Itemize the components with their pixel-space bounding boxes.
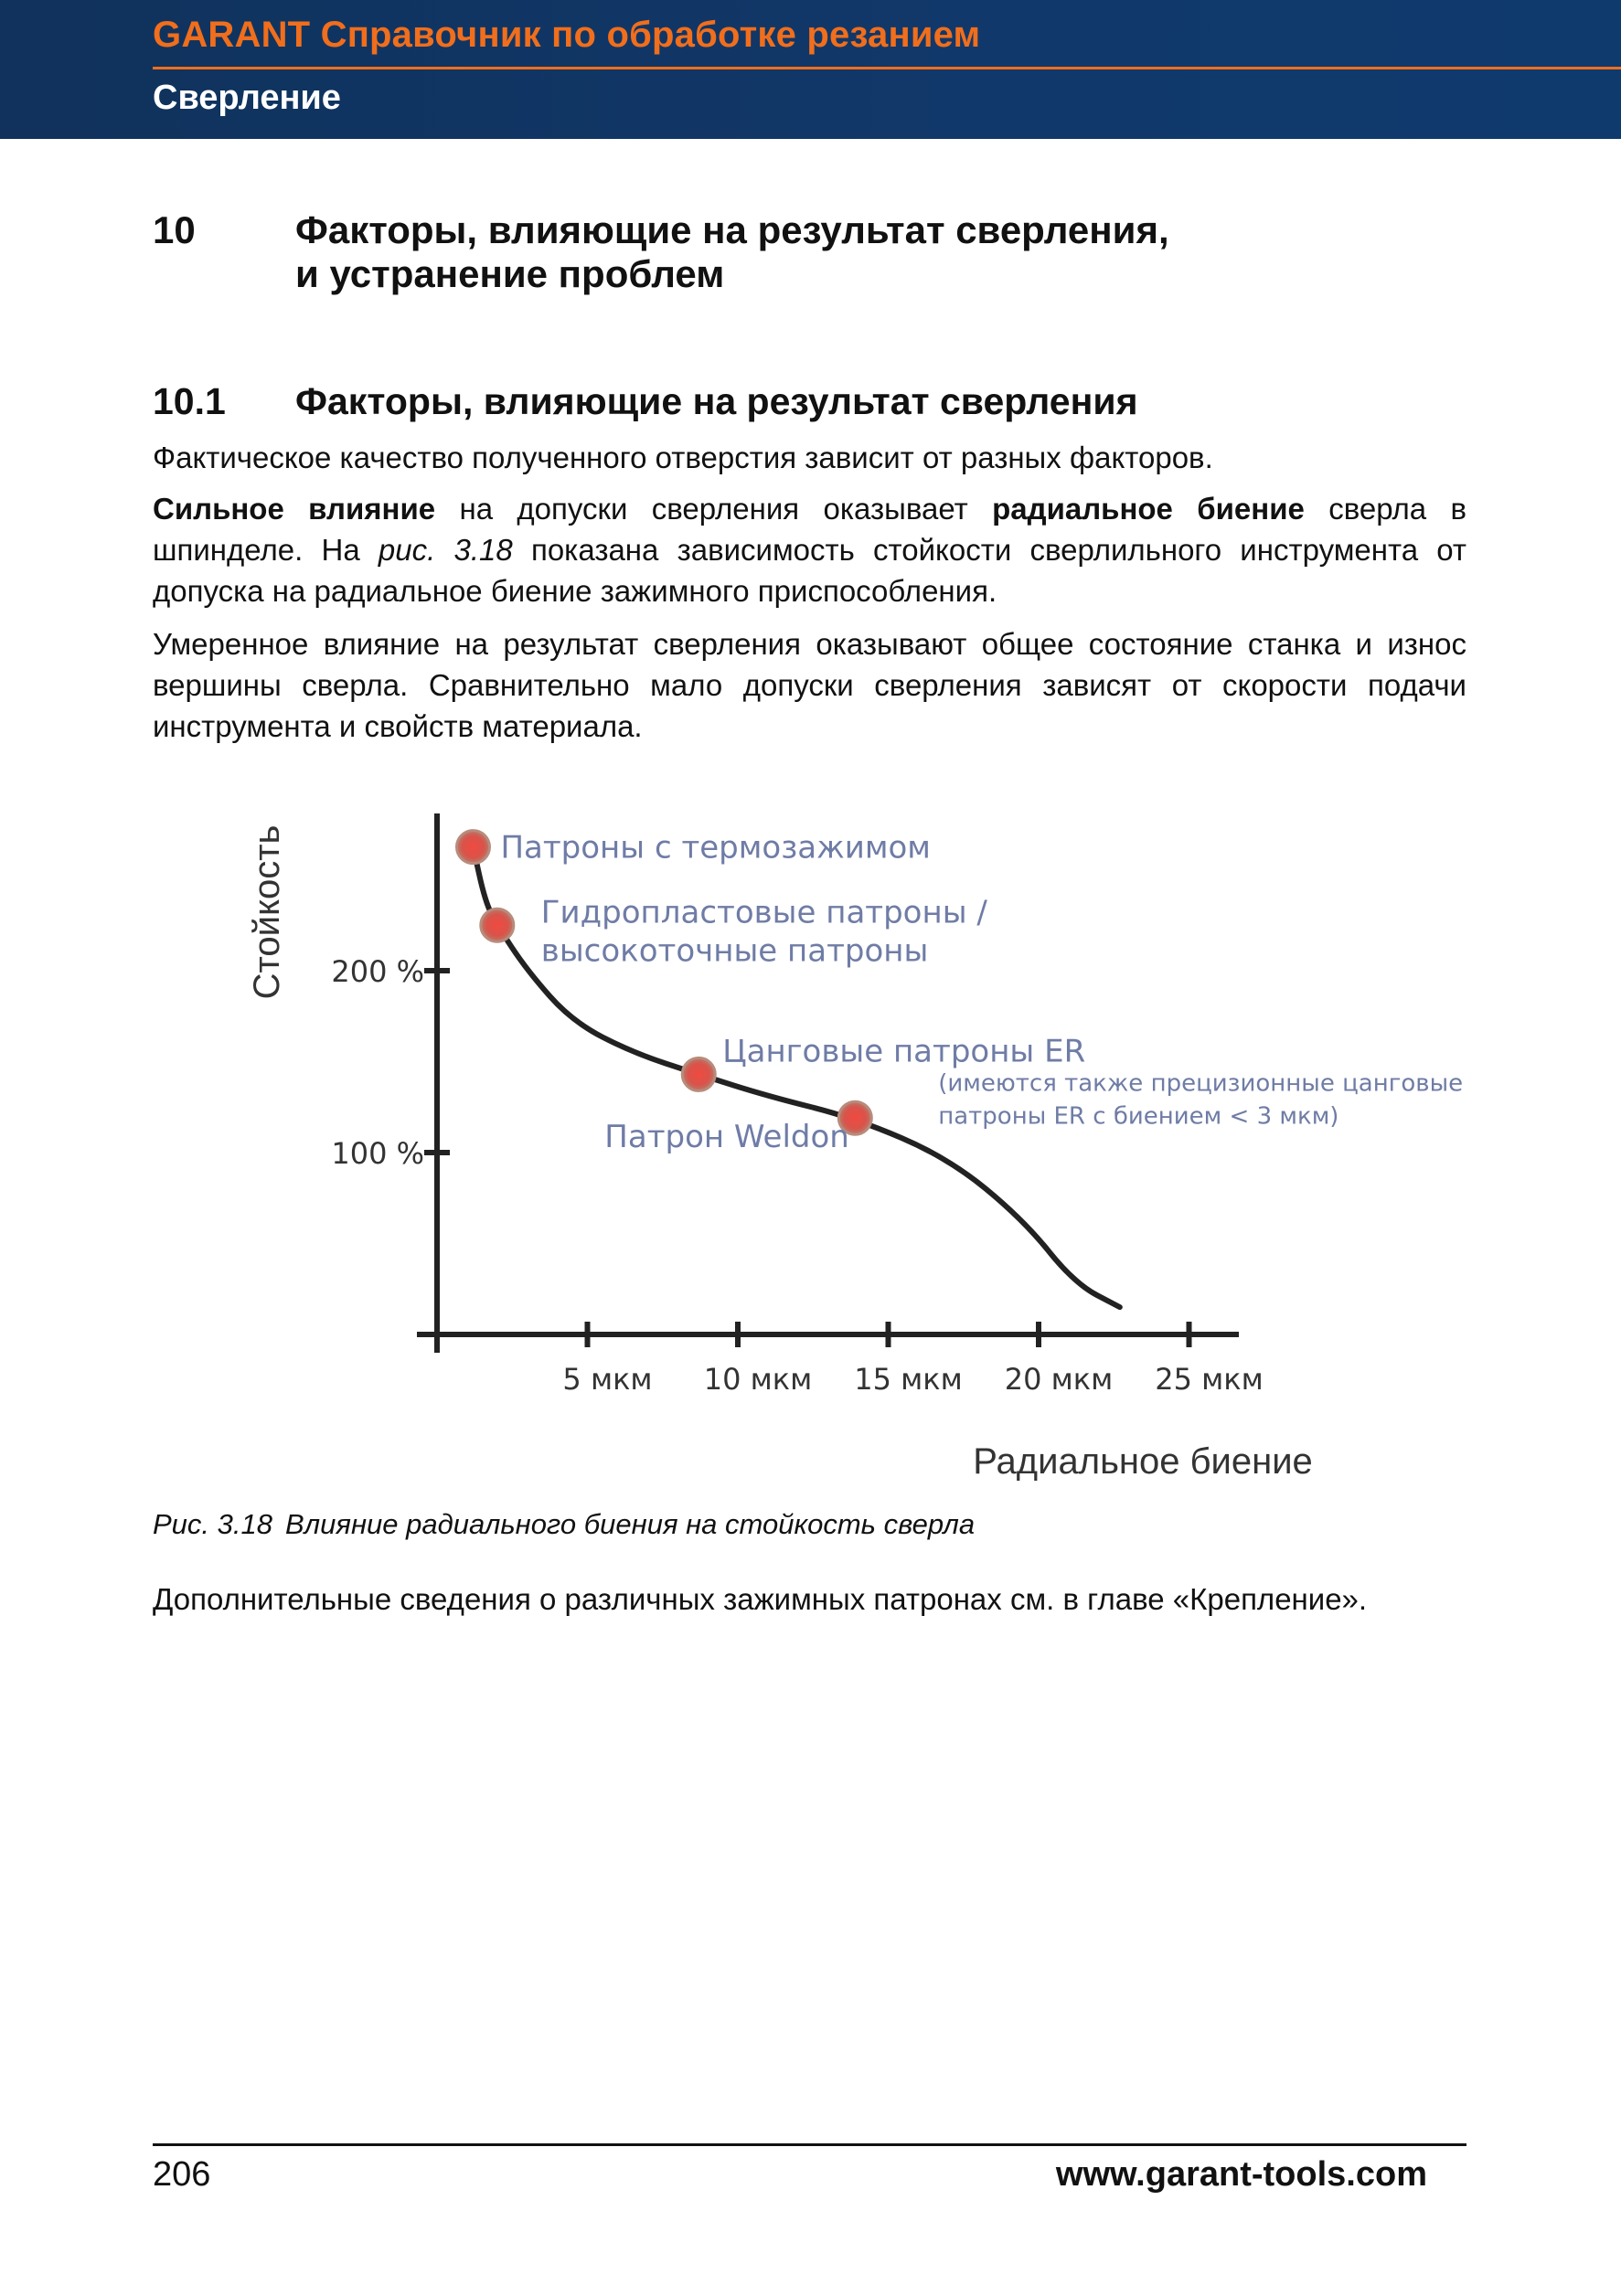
p2-text-2: сверла в шпинделе. На — [153, 492, 1466, 567]
data-point — [682, 1058, 715, 1090]
paragraph-4: Дополнительные сведения о различных зажимных патронах см. в главе «Крепление». — [153, 1582, 1368, 1616]
figure-caption — [153, 1508, 975, 1541]
section-heading-title: Факторы, влияющие на результат сверления — [295, 380, 1138, 422]
footer-rule — [153, 2143, 1466, 2146]
page-number: 206 — [153, 2155, 211, 2194]
point-label: Патроны с термозажимом — [500, 829, 931, 866]
bold-strong-influence: Сильное влияние — [153, 492, 436, 526]
y-tick-label: 200 % — [331, 954, 424, 989]
point-label: Гидропластовые патроны / — [540, 894, 987, 931]
x-axis-label: Радиальное биение — [973, 1441, 1313, 1482]
figure-reference: рис. 3.18 — [378, 533, 513, 567]
data-point — [481, 909, 514, 941]
page-header — [0, 0, 1621, 139]
chart-marks — [456, 830, 1463, 1156]
p2-text-1: на допуски сверления оказывает — [435, 492, 993, 526]
chapter-number: 10 — [153, 208, 196, 251]
caption-label: Рис. 3.18 — [153, 1508, 272, 1540]
section-title: Сверление — [153, 79, 341, 117]
point-label: Цанговые патроны ER — [722, 1033, 1086, 1070]
point-label-line2: высокоточные патроны — [540, 932, 929, 970]
section-heading — [153, 380, 1138, 423]
paragraph-1: Фактическое качество полученного отверстия зависит от разных факторов. — [153, 441, 1213, 474]
data-point — [456, 831, 489, 864]
paragraph-3: Умеренное влияние на результат сверления оказывают общее состояние станка и износ вершины сверла. Сравнительно мало допуски сверления зависят от скорости подачи инструмента и свойств материала. — [153, 627, 1466, 743]
caption-text: Влияние радиального биения на стойкость сверла — [284, 1508, 976, 1540]
p2-text-3: показана зависимость стойкости сверлильного инструмента от допуска на радиальное биение зажимного приспособления. — [153, 533, 1467, 608]
section-number: 10.1 — [153, 380, 226, 422]
brand-title: GARANT Справочник по обработке резанием — [153, 15, 981, 55]
paragraph-2 — [153, 488, 1466, 611]
bold-radial-runout: радиальное биение — [992, 492, 1305, 526]
runout-chart — [238, 786, 1464, 1508]
x-tick-label: 15 мкм — [854, 1362, 963, 1397]
x-tick-label: 25 мкм — [1155, 1362, 1264, 1397]
point-note-line1: (имеются также прецизионные цанговые — [938, 1069, 1464, 1098]
x-tick-label: 10 мкм — [703, 1362, 813, 1397]
x-tick-label: 5 мкм — [562, 1362, 653, 1397]
chapter-title-line2: и устранение проблем — [295, 252, 725, 295]
point-label: Патрон Weldon — [604, 1119, 849, 1156]
chapter-title — [295, 208, 1169, 296]
y-axis-label: Стойкость — [247, 824, 287, 1000]
chapter-title-line1: Факторы, влияющие на результат сверления, — [295, 208, 1169, 251]
point-note-line2: патроны ER с биением < 3 мкм) — [938, 1102, 1339, 1131]
header-rule — [153, 67, 1621, 69]
y-tick-label: 100 % — [331, 1136, 424, 1171]
x-tick-label: 20 мкм — [1004, 1362, 1114, 1397]
footer-url[interactable]: www.garant-tools.com — [1055, 2155, 1427, 2194]
